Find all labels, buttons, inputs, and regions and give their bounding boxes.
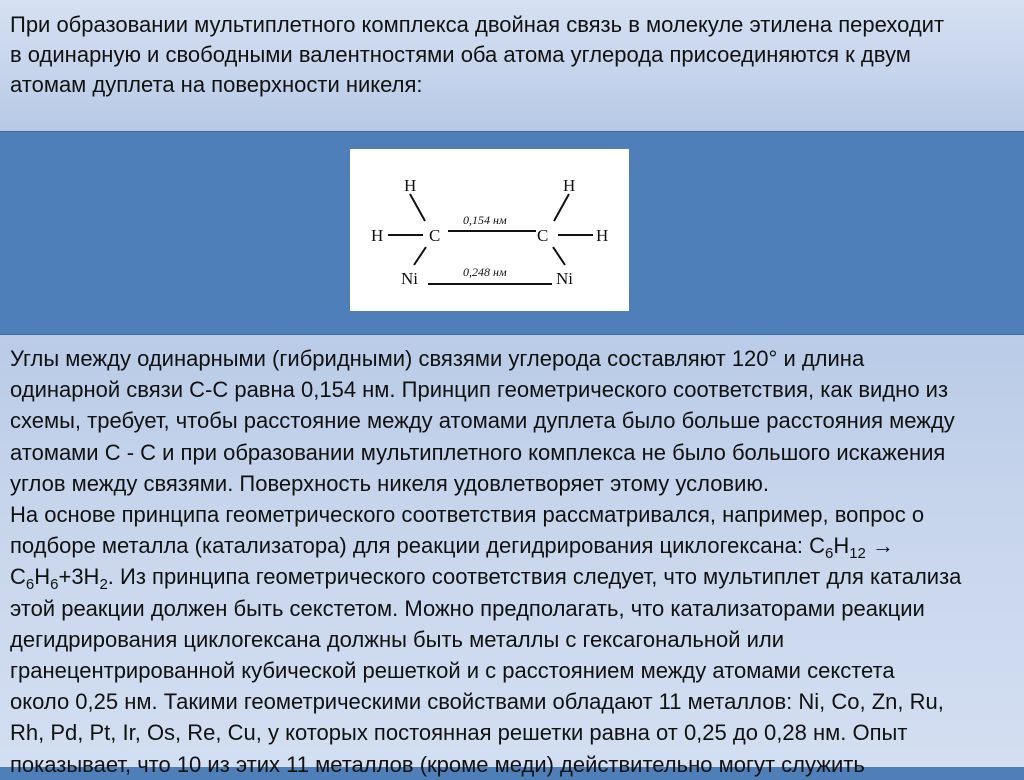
- formula-text: Н: [34, 564, 51, 590]
- body-line: углов между связями. Поверхность никеля удовлетворяет этому условию.: [10, 470, 770, 496]
- bond-length-nini: 0,248 нм: [463, 265, 507, 279]
- reaction-arrow: →: [865, 533, 895, 559]
- body-line: гранецентрированной кубической решеткой и с расстоянием между атомами секстета: [10, 658, 895, 684]
- bond-h-c-right-top: [554, 194, 569, 221]
- atom-ni: Ni: [556, 269, 573, 288]
- intro-line: атомам дуплета на поверхности никеля:: [10, 72, 423, 97]
- subscript: 12: [849, 545, 866, 563]
- body-line: На основе принципа геометрического соответствия рассматривался, например, вопрос о: [10, 502, 925, 528]
- atom-c: C: [429, 226, 441, 245]
- atom-c: C: [537, 226, 549, 245]
- body-line: одинарной связи С-С равна 0,154 нм. Принцип геометрического соответствия, как видно из: [10, 377, 949, 403]
- formula-text: подборе металла (катализатора) для реакции дегидрирования циклогексана: С: [10, 533, 825, 559]
- body-line: около 0,25 нм. Такими геометрическими свойствами обладают 11 металлов: Ni, Co, Zn, Ru,: [10, 689, 944, 715]
- body-text-box: [0, 334, 1024, 777]
- atom-h: H: [404, 176, 417, 195]
- bond-length-cc: 0,154 нм: [463, 213, 507, 227]
- bond-c-ni-right: [553, 247, 565, 265]
- intro-text-box: [0, 0, 1024, 132]
- intro-line: в одинарную и свободными валентностями оба атома углерода присоединяются к двум: [10, 42, 911, 67]
- bond-h-c-left-top: [410, 194, 425, 221]
- atom-ni: Ni: [401, 269, 418, 288]
- body-line-formula: [10, 530, 1014, 561]
- formula-text: +3Н: [58, 564, 100, 590]
- formula-text: . Из принципа геометрического соответствия следует, что мультиплет для катализа: [107, 564, 962, 590]
- atom-h: H: [596, 226, 609, 245]
- body-line: схемы, требует, чтобы расстояние между атомами дуплета было больше расстояния между: [10, 408, 955, 434]
- body-line: атомами С - С и при образовании мультиплетного комплекса не было большого искажения: [10, 439, 946, 465]
- body-line: этой реакции должен быть секстетом. Можно предполагать, что катализаторами реакции: [10, 595, 925, 621]
- intro-line: При образовании мультиплетного комплекса двойная связь в молекуле этилена переходит: [10, 12, 945, 37]
- body-line: Rh, Pd, Pt, Ir, Os, Re, Cu, у которых постоянная решетки равна от 0,25 до 0,28 нм. Опыт: [10, 720, 908, 746]
- formula-text: С: [10, 564, 26, 590]
- subscript: 6: [824, 545, 834, 563]
- body-line-formula: [10, 561, 1014, 592]
- body-line: Углы между одинарными (гибридными) связями углерода составляют 120° и длина: [10, 346, 865, 371]
- body-line: показывает, что 10 из этих 11 металлов (кроме меди) действительно могут служить: [10, 751, 865, 777]
- atom-h: H: [371, 226, 384, 245]
- diagram-svg: [350, 149, 629, 311]
- formula-text: Н: [833, 533, 850, 559]
- ethylene-nickel-diagram: [350, 149, 629, 311]
- atom-h: H: [563, 176, 576, 195]
- body-line: дегидрирования циклогексана должны быть металлы с гексагональной или: [10, 626, 785, 652]
- subscript: 6: [25, 576, 35, 594]
- bond-c-ni-left: [414, 247, 426, 265]
- subscript: 2: [99, 576, 108, 594]
- subscript: 6: [50, 576, 59, 594]
